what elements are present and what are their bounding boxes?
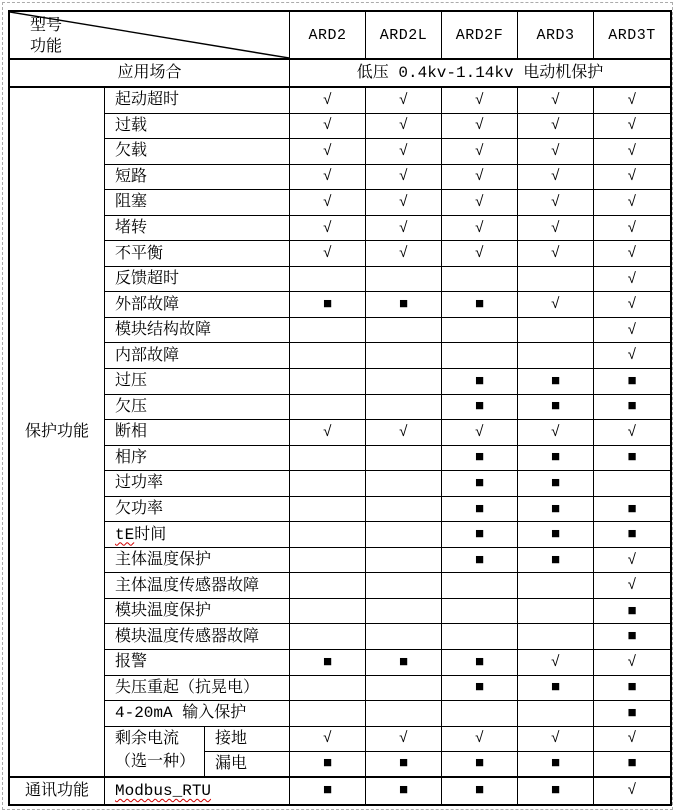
feature-cell: ■ bbox=[442, 752, 518, 778]
feature-cell bbox=[518, 599, 594, 625]
feature-cell: √ bbox=[518, 727, 594, 753]
feature-label: 相序 bbox=[105, 446, 290, 472]
feature-cell: ■ bbox=[442, 548, 518, 574]
feature-cell: √ bbox=[366, 727, 442, 753]
feature-cell: √ bbox=[366, 139, 442, 165]
feature-cell bbox=[366, 471, 442, 497]
feature-cell: √ bbox=[366, 190, 442, 216]
feature-cell bbox=[442, 573, 518, 599]
feature-cell: √ bbox=[518, 114, 594, 140]
feature-cell: √ bbox=[366, 216, 442, 242]
feature-label: 欠功率 bbox=[105, 497, 290, 523]
feature-cell bbox=[366, 676, 442, 702]
feature-label: 模块温度传感器故障 bbox=[105, 624, 290, 650]
feature-cell: √ bbox=[518, 420, 594, 446]
feature-label: tE 时间 bbox=[105, 522, 290, 548]
feature-cell bbox=[366, 701, 442, 727]
feature-cell bbox=[518, 701, 594, 727]
feature-cell: √ bbox=[518, 292, 594, 318]
feature-cell: √ bbox=[290, 241, 366, 267]
feature-cell bbox=[366, 573, 442, 599]
feature-cell: √ bbox=[594, 139, 670, 165]
feature-cell: √ bbox=[594, 727, 670, 753]
feature-cell: √ bbox=[442, 139, 518, 165]
column-header-ard2f: ARD2F bbox=[442, 12, 518, 60]
feature-cell: √ bbox=[442, 216, 518, 242]
feature-cell: √ bbox=[594, 292, 670, 318]
feature-label: 外部故障 bbox=[105, 292, 290, 318]
feature-cell: √ bbox=[366, 88, 442, 114]
feature-cell: √ bbox=[594, 573, 670, 599]
feature-cell: √ bbox=[442, 727, 518, 753]
feature-cell bbox=[366, 599, 442, 625]
feature-cell: ■ bbox=[518, 369, 594, 395]
feature-cell: √ bbox=[366, 165, 442, 191]
feature-cell: ■ bbox=[518, 752, 594, 778]
feature-cell: ■ bbox=[442, 471, 518, 497]
feature-cell: ■ bbox=[518, 497, 594, 523]
feature-cell bbox=[442, 267, 518, 293]
feature-cell: ■ bbox=[518, 676, 594, 702]
feature-cell bbox=[290, 624, 366, 650]
feature-cell bbox=[290, 343, 366, 369]
feature-cell bbox=[366, 522, 442, 548]
column-header-ard3: ARD3 bbox=[518, 12, 594, 60]
feature-cell bbox=[290, 395, 366, 421]
feature-cell: ■ bbox=[594, 497, 670, 523]
feature-cell: √ bbox=[594, 241, 670, 267]
corner-label-function: 功能 bbox=[30, 38, 63, 56]
feature-cell bbox=[518, 343, 594, 369]
feature-table bbox=[8, 10, 672, 806]
feature-cell: √ bbox=[366, 420, 442, 446]
feature-label: 主体温度保护 bbox=[105, 548, 290, 574]
corner-header-cell bbox=[10, 12, 290, 60]
feature-label: 堵转 bbox=[105, 216, 290, 242]
feature-cell: ■ bbox=[594, 701, 670, 727]
feature-cell: √ bbox=[442, 88, 518, 114]
feature-cell: √ bbox=[518, 165, 594, 191]
column-header-ard2: ARD2 bbox=[290, 12, 366, 60]
residual-current-line1: 剩余电流 bbox=[115, 730, 180, 749]
feature-cell: ■ bbox=[442, 497, 518, 523]
application-label: 应用场合 bbox=[10, 60, 290, 88]
feature-cell: √ bbox=[594, 190, 670, 216]
feature-cell: ■ bbox=[442, 778, 518, 804]
feature-cell: √ bbox=[627, 782, 637, 800]
feature-cell: ■ bbox=[290, 752, 366, 778]
feature-cell: ■ bbox=[518, 778, 594, 804]
feature-cell bbox=[290, 573, 366, 599]
feature-label: 模块结构故障 bbox=[105, 318, 290, 344]
feature-label: 不平衡 bbox=[105, 241, 290, 267]
feature-label: 模块温度保护 bbox=[105, 599, 290, 625]
feature-cell: √ bbox=[594, 88, 670, 114]
feature-cell: √ bbox=[366, 241, 442, 267]
feature-cell: √ bbox=[290, 216, 366, 242]
feature-cell bbox=[366, 267, 442, 293]
feature-label: 4-20mA 输入保护 bbox=[105, 701, 290, 727]
feature-cell: ■ bbox=[594, 676, 670, 702]
feature-cell: ■ bbox=[442, 522, 518, 548]
feature-cell bbox=[594, 471, 670, 497]
feature-cell: √ bbox=[594, 165, 670, 191]
feature-cell bbox=[366, 548, 442, 574]
feature-cell: √ bbox=[518, 216, 594, 242]
feature-cell: ■ bbox=[290, 650, 366, 676]
feature-cell: √ bbox=[442, 241, 518, 267]
feature-cell: √ bbox=[594, 114, 670, 140]
feature-cell bbox=[442, 318, 518, 344]
feature-cell: √ bbox=[518, 650, 594, 676]
feature-cell: ■ bbox=[442, 369, 518, 395]
feature-cell bbox=[290, 369, 366, 395]
feature-cell: √ bbox=[290, 165, 366, 191]
feature-cell: ■ bbox=[594, 446, 670, 472]
feature-cell bbox=[290, 446, 366, 472]
feature-cell bbox=[366, 497, 442, 523]
group-label-protection: 保护功能 bbox=[10, 88, 105, 778]
feature-cell bbox=[290, 548, 366, 574]
feature-cell: ■ bbox=[366, 292, 442, 318]
feature-cell bbox=[366, 318, 442, 344]
feature-cell: √ bbox=[518, 241, 594, 267]
feature-cell bbox=[518, 318, 594, 344]
feature-cell bbox=[366, 446, 442, 472]
feature-cell: ■ bbox=[594, 395, 670, 421]
feature-cell: ■ bbox=[442, 292, 518, 318]
feature-cell: √ bbox=[290, 420, 366, 446]
column-header-ard2l: ARD2L bbox=[366, 12, 442, 60]
feature-cell: ■ bbox=[518, 522, 594, 548]
feature-cell: √ bbox=[594, 318, 670, 344]
feature-label: 起动超时 bbox=[105, 88, 290, 114]
feature-cell bbox=[518, 624, 594, 650]
column-header-ard3t: ARD3T bbox=[594, 12, 670, 60]
corner-label-model: 型号 bbox=[30, 17, 63, 35]
feature-cell: √ bbox=[290, 139, 366, 165]
feature-cell: ■ bbox=[366, 650, 442, 676]
feature-cell: ■ bbox=[594, 522, 670, 548]
feature-cell bbox=[366, 624, 442, 650]
feature-cell: ■ bbox=[290, 292, 366, 318]
feature-cell: ■ bbox=[442, 446, 518, 472]
residual-current-line2: （选一种） bbox=[115, 753, 196, 772]
feature-label: 内部故障 bbox=[105, 343, 290, 369]
feature-label: 反馈超时 bbox=[105, 267, 290, 293]
feature-label: 主体温度传感器故障 bbox=[105, 573, 290, 599]
feature-cell: √ bbox=[594, 650, 670, 676]
feature-cell: √ bbox=[594, 267, 670, 293]
modbus-rtu-label: Modbus_RTU bbox=[115, 781, 212, 800]
feature-cell bbox=[442, 599, 518, 625]
feature-label: 过功率 bbox=[105, 471, 290, 497]
feature-cell bbox=[518, 573, 594, 599]
feature-label: 过压 bbox=[105, 369, 290, 395]
feature-cell: ■ bbox=[518, 395, 594, 421]
feature-cell: √ bbox=[594, 420, 670, 446]
feature-cell: √ bbox=[442, 420, 518, 446]
feature-cell: √ bbox=[442, 190, 518, 216]
feature-cell bbox=[366, 395, 442, 421]
group-label-communication: 通讯功能 bbox=[10, 778, 105, 804]
feature-cell: ■ bbox=[442, 395, 518, 421]
feature-cell bbox=[442, 701, 518, 727]
feature-cell: √ bbox=[290, 727, 366, 753]
feature-cell bbox=[518, 267, 594, 293]
feature-cell: ■ bbox=[594, 624, 670, 650]
feature-cell bbox=[442, 343, 518, 369]
feature-cell bbox=[290, 267, 366, 293]
feature-cell: ■ bbox=[366, 778, 442, 804]
feature-cell: √ bbox=[290, 190, 366, 216]
feature-cell bbox=[290, 497, 366, 523]
feature-cell bbox=[442, 624, 518, 650]
feature-cell bbox=[366, 343, 442, 369]
feature-label: 欠载 bbox=[105, 139, 290, 165]
feature-label: 断相 bbox=[105, 420, 290, 446]
feature-cell bbox=[366, 369, 442, 395]
feature-cell: ■ bbox=[442, 676, 518, 702]
feature-cell bbox=[290, 676, 366, 702]
feature-cell: ■ bbox=[594, 599, 670, 625]
feature-cell: ■ bbox=[366, 752, 442, 778]
feature-label: 失压重起（抗晃电） bbox=[105, 676, 290, 702]
feature-cell: √ bbox=[518, 190, 594, 216]
feature-cell: √ bbox=[290, 88, 366, 114]
spellcheck-word: tE bbox=[115, 525, 135, 544]
feature-cell: √ bbox=[442, 165, 518, 191]
feature-cell: ■ bbox=[442, 650, 518, 676]
feature-cell bbox=[290, 318, 366, 344]
feature-label: 阻塞 bbox=[105, 190, 290, 216]
feature-label: 过载 bbox=[105, 114, 290, 140]
feature-cell: √ bbox=[518, 88, 594, 114]
feature-cell: ■ bbox=[594, 752, 670, 778]
feature-cell: √ bbox=[594, 548, 670, 574]
feature-cell bbox=[290, 522, 366, 548]
feature-cell: √ bbox=[290, 114, 366, 140]
communication-protocol-label bbox=[105, 778, 290, 804]
feature-label: 短路 bbox=[105, 165, 290, 191]
residual-sub-label: 接地 bbox=[205, 727, 290, 753]
feature-cell: ■ bbox=[518, 548, 594, 574]
feature-label: 欠压 bbox=[105, 395, 290, 421]
application-value: 低压 0.4kv-1.14kv 电动机保护 bbox=[290, 60, 670, 88]
feature-cell bbox=[290, 599, 366, 625]
feature-label: 报警 bbox=[105, 650, 290, 676]
feature-cell: √ bbox=[594, 343, 670, 369]
feature-cell: √ bbox=[366, 114, 442, 140]
feature-cell: √ bbox=[518, 139, 594, 165]
feature-cell: √ bbox=[442, 114, 518, 140]
feature-cell: ■ bbox=[518, 446, 594, 472]
residual-current-label bbox=[105, 727, 205, 778]
feature-cell: √ bbox=[594, 216, 670, 242]
feature-cell: ■ bbox=[518, 471, 594, 497]
feature-cell bbox=[290, 471, 366, 497]
feature-cell: ■ bbox=[290, 778, 366, 804]
feature-cell bbox=[290, 701, 366, 727]
feature-cell: ■ bbox=[594, 369, 670, 395]
residual-sub-label: 漏电 bbox=[205, 752, 290, 778]
